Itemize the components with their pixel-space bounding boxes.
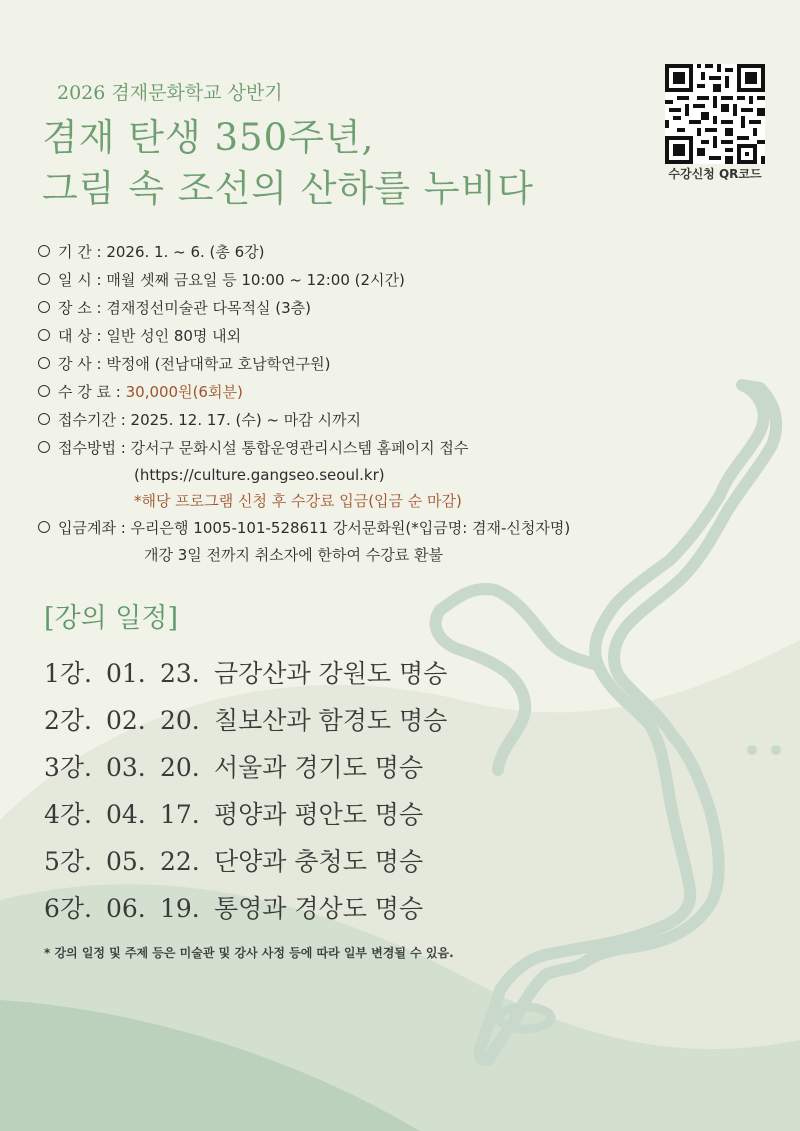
lecture-number: 4강. [44, 800, 93, 829]
program-info-list [38, 238, 638, 568]
circle-bullet-icon [38, 441, 50, 453]
lecture-number: 5강. [44, 847, 93, 876]
lecture-day: 19. [160, 894, 200, 923]
lecture-subject: 평양과 평안도 명승 [214, 800, 424, 829]
lecture-day: 20. [160, 706, 200, 735]
circle-bullet-icon [38, 273, 50, 285]
lecture-number: 6강. [44, 894, 93, 923]
lecture-day: 20. [160, 753, 200, 782]
qr-code-icon[interactable] [665, 64, 765, 164]
info-account [38, 514, 638, 542]
lecture-subject: 금강산과 강원도 명승 [214, 659, 448, 688]
info-period [38, 238, 638, 266]
info-place-text: 장 소 : 겸재정선미술관 다목적실 (3층) [58, 299, 312, 317]
circle-bullet-icon [38, 357, 50, 369]
info-lecturer [38, 350, 638, 378]
circle-bullet-icon [38, 413, 50, 425]
info-refund: 개강 3일 전까지 취소자에 한하여 수강료 환불 [144, 546, 443, 564]
info-target [38, 322, 638, 350]
lecture-subject: 단양과 충청도 명승 [214, 847, 424, 876]
footnote: * 강의 일정 및 주제 등은 미술관 및 강사 사정 등에 따라 일부 변경될 수 있음. [44, 946, 454, 960]
lecture-day: 22. [160, 847, 200, 876]
lecture-month: 01. [106, 659, 146, 688]
info-period-text: 기 간 : 2026. 1. ~ 6. (총 6강) [58, 243, 265, 261]
circle-bullet-icon [38, 301, 50, 313]
title-line-1: 겸재 탄생 350주년, [42, 116, 375, 159]
info-place [38, 294, 638, 322]
lecture-day: 17. [160, 800, 200, 829]
title-line-2: 그림 속 조선의 산하를 누비다 [42, 167, 534, 210]
info-time-text: 일 시 : 매월 셋째 금요일 등 10:00 ~ 12:00 (2시간) [58, 271, 405, 289]
circle-bullet-icon [38, 385, 50, 397]
program-subtitle: 2026 겸재문화학교 상반기 [57, 82, 283, 104]
lecture-subject: 칠보산과 함경도 명승 [214, 706, 448, 735]
info-reg-note: *해당 프로그램 신청 후 수강료 입금(입금 순 마감) [134, 492, 462, 510]
circle-bullet-icon [38, 521, 50, 533]
lecture-number: 1강. [44, 659, 93, 688]
info-lecturer-text: 강 사 : 박정애 (전남대학교 호남학연구원) [58, 355, 331, 373]
info-reg-period [38, 406, 638, 434]
lecture-month: 02. [106, 706, 146, 735]
info-fee [38, 378, 638, 406]
lecture-subject: 서울과 경기도 명승 [214, 753, 424, 782]
lecture-day: 23. [160, 659, 200, 688]
lecture-month: 06. [106, 894, 146, 923]
info-reg-method [38, 434, 638, 462]
circle-bullet-icon [38, 329, 50, 341]
info-target-text: 대 상 : 일반 성인 80명 내외 [58, 327, 242, 345]
page-title [42, 112, 534, 214]
info-reg-method-text: 접수방법 : 강서구 문화시설 통합운영관리시스템 홈페이지 접수 [58, 439, 469, 457]
lecture-month: 03. [106, 753, 146, 782]
info-reg-period-text: 접수기간 : 2025. 12. 17. (수) ~ 마감 시까지 [58, 411, 362, 429]
schedule-title: [강의 일정] [44, 603, 178, 634]
info-fee-label: 수 강 료 : [58, 383, 126, 401]
lecture-month: 04. [106, 800, 146, 829]
info-reg-url[interactable]: (https://culture.gangseo.seoul.kr) [134, 466, 385, 484]
info-account-text: 입금계좌 : 우리은행 1005-101-528611 강서문화원(*입금명: 겸재-신청자명) [58, 519, 571, 537]
info-fee-value: 30,000원(6회분) [125, 383, 243, 401]
lecture-month: 05. [106, 847, 146, 876]
info-time [38, 266, 638, 294]
lecture-number: 2강. [44, 706, 93, 735]
lecture-number: 3강. [44, 753, 93, 782]
lecture-subject: 통영과 경상도 명승 [214, 894, 424, 923]
qr-code-label: 수강신청 QR코드 [668, 167, 762, 181]
circle-bullet-icon [38, 245, 50, 257]
